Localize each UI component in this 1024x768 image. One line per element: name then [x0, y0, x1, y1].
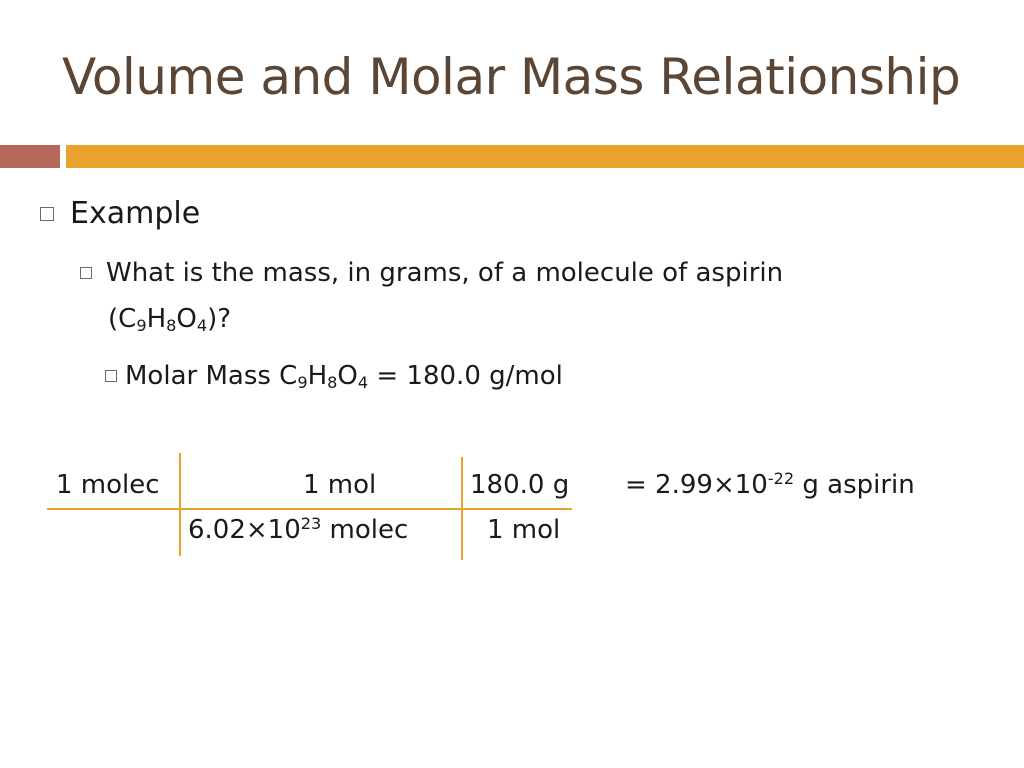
- denominator-avogadro: $6.02\times 10^{23}$ molec: [188, 514, 409, 545]
- numerator-molecules: 1 molec: [56, 470, 160, 500]
- bullet-box-icon: [80, 267, 92, 279]
- bullet-text: Example: [70, 196, 201, 231]
- numerator-mol: 1 mol: [303, 470, 377, 500]
- denominator-mol: 1 mol: [487, 515, 561, 545]
- bullet-box-icon: [105, 370, 117, 382]
- molar-mass-text: Molar Mass $C_9H_8O_4 = 180.0$ g/mol: [125, 361, 563, 393]
- slide-title: Volume and Molar Mass Relationship: [62, 48, 961, 106]
- bullet-level2: [80, 258, 783, 288]
- accent-bar-right: [66, 145, 1024, 168]
- grid-fraction-line: [47, 508, 572, 510]
- question-text: What is the mass, in grams, of a molecule of aspirin: [106, 258, 784, 288]
- bullet-level3: [105, 361, 563, 391]
- grid-divider-1: [179, 453, 181, 556]
- numerator-grams: 180.0 g: [470, 470, 570, 500]
- accent-bar-left: [0, 145, 60, 168]
- bullet-box-icon: [40, 207, 54, 221]
- question-formula: $(C_9H_8O_4)$?: [108, 304, 232, 336]
- bullet-level1: [40, 196, 200, 231]
- result: = $2.99\times 10^{-22}$ g aspirin: [625, 469, 915, 500]
